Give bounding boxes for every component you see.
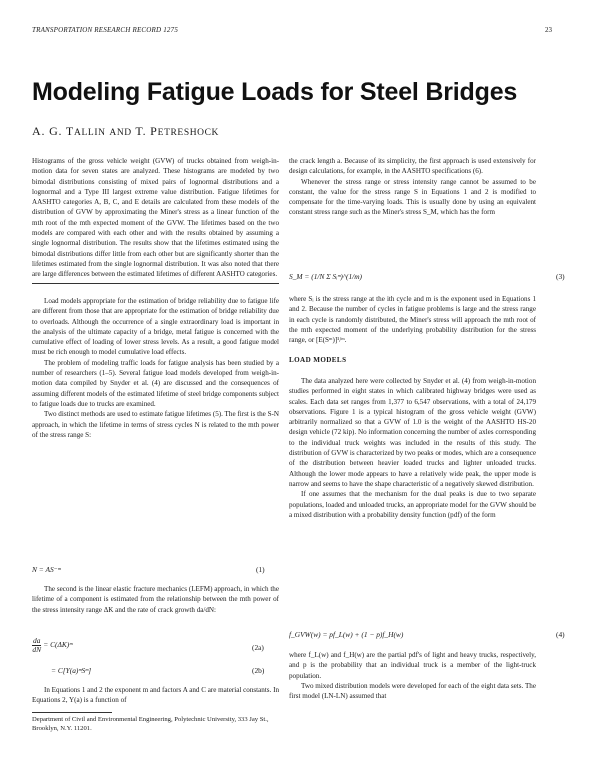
abstract [32, 156, 279, 280]
paragraph: Two mixed distribution models were developed for each of the eight data sets. The first model (LN-LN) assumed that [289, 681, 536, 701]
lefm-paragraph [32, 584, 279, 615]
paragraph: The problem of modeling traffic loads for fatigue analysis has been studied by a number of researchers (1–5). Several fatigue load models developed from weigh-in-motion data compiled by Snyder et al. (4) are discussed and the consequences of assuming different models of the estimated lifetime of steel bridge components subject to fatigue loads due to trucks are examined. [32, 358, 279, 408]
equation-1: N = AS⁻ᵐ [32, 565, 61, 574]
paragraph: Whenever the stress range or stress intensity range cannot be assumed to be constant, the value for the stress range S in Equations 1 and 2 is modified to compensate for the time-varying loads. This is usually done by using an equivalent constant stress range such as the Miner's stress S_M, which has the form [289, 177, 536, 217]
paragraph: Two distinct methods are used to estimate fatigue lifetimes (5). The first is the S-N approach, in which the lifetime in terms of stress cycles N is related to the mth power of the stress range S: [32, 410, 279, 439]
equation-2b: = C[Y(a)ᵐSᵐ] [51, 666, 92, 675]
paragraph: Load models appropriate for the estimation of bridge reliability due to fatigue life are different from those that are appropriate for the estimation of bridge reliability due to overloads. Although the occurrence of a single extraordinary load is important in the analysis of the ultimate capacity of a bridge, metal fatigue is concerned with the cumulative effect of loading of lower stress levels. As a result, a good fatigue model must be rich enough to model cumulative load effects. [32, 297, 279, 357]
abstract-divider [32, 283, 279, 284]
affiliation-footnote: Department of Civil and Environmental Engineering, Polytechnic University, 333 Jay St., Brooklyn, N.Y. 11201. [32, 716, 269, 732]
author-1-initials: A. G. T [32, 124, 75, 138]
paragraph: If one assumes that the mechanism for the dual peaks is due to two separate populations, loaded and unloaded trucks, an appropriate model for the GVW should be a mixed distribution with a probability density function (pdf) of the form [289, 490, 536, 519]
constants-paragraph [32, 685, 279, 706]
author-2-initials: T. P [135, 124, 158, 138]
authors [32, 124, 219, 139]
paragraph: The data analyzed here were collected by Snyder et al. (4) from weigh-in-motion studies performed in eight states in which calibrated highway bridges were used as scales. Each data set ranges from 1,377 to 6,547 observations, with a total of 24,179 observations. Figure 1 is a typical histogram of the gross vehicle weight (GVW) arbitrarily normalized so that a GVW of 1.0 is the weight of the AASHTO HS-20 design vehicle (72 kip). No information concerning the number of axles corresponding to the individual truck weights was included in the results of this study. The distribution of GVW is characterized by two peaks or modes, which are a consequence of the distribution between heavier loaded trucks and lighter unloaded trucks. Although the lower mode appears to have a relatively wide peak, the upper mode is narrow and seems to have the shape characteristic of a negatively skewed distribution. [289, 377, 536, 488]
author-conjunction: AND [109, 128, 132, 138]
miner-paragraph [289, 294, 536, 345]
paragraph: where f_L(w) and f_H(w) are the partial pdf's of light and heavy trucks, respectively, and p is the probability that an individual truck is a member of the light-truck population. [289, 651, 536, 680]
equation-3 [289, 272, 362, 281]
equation-2a-rhs: = C(ΔK)ᵐ [43, 640, 73, 650]
right-column-top [289, 156, 536, 218]
equation-4: f_GVW(w) = pf_L(w) + (1 − p)f_H(w) [289, 630, 404, 639]
equation-4-number: (4) [556, 630, 565, 639]
author-1-surname: ALLIN [74, 128, 106, 138]
abstract-text: Histograms of the gross vehicle weight (GVW) of trucks obtained from weigh-in-motion data for seven states are analyzed. These histograms are modeled by two bimodal distributions consisting of mixed pairs of lognormal distributions and a lognormal and a Type III largest extreme value distribution. Fatigue lifetimes for AASHTO categories A, B, C, and E details are calculated from these models of the distribution of GVW by approximating the Miner's stress as a linear function of the mth root of the mth expected moment of the GVW. The lifetimes based on the two models are compared with each other and with the results obtained by assuming a single lognormal distribution. The results show that the lifetimes estimated using the bimodal distributions differ little from each other but are significantly shorter than the lifetimes estimated from the single lognormal distribution. It was also noted that there are large differences between the estimated lifetimes of different AASHTO categories. [32, 157, 279, 279]
journal-header: TRANSPORTATION RESEARCH RECORD 1275 [32, 26, 179, 34]
paper-title: Modeling Fatigue Loads for Steel Bridges [32, 78, 518, 106]
paragraph: where Sᵢ is the stress range at the ith cycle and m is the exponent used in Equations 1 and 2. Because the number of cycles in fatigue problems is large and the stress range in each cycle is randomly distributed, the Miner's stress will approach the mth root of the mth expected moment of the underlying probability distribution for the stress range, or [E(Sᵐ)]¹/ᵐ. [289, 295, 536, 345]
equation-3-body: (1/N Σ Sᵢᵐ)^(1/m) [311, 272, 363, 281]
equation-2a-number: (2a) [252, 643, 264, 652]
intro-paragraphs [32, 296, 279, 440]
paragraph: The second is the linear elastic fracture mechanics (LEFM) approach, in which the lifetime of a component is estimated from the relationship between the mth power of the stress intensity range ΔK and the rate of crack growth da/dN: [32, 585, 279, 614]
equation-3-number: (3) [556, 272, 565, 281]
equation-3-lhs: S_M = [289, 272, 310, 281]
derivative-fraction: $\frac{da}{dN}$ [32, 636, 41, 654]
load-models-paragraphs [289, 376, 536, 520]
equation-2a [32, 637, 72, 654]
right-column-bottom [289, 650, 536, 701]
paragraph: the crack length a. Because of its simplicity, the first approach is used extensively for design calculations, for example, in the AASHTO specifications (6). [289, 157, 536, 176]
page-number: 23 [545, 26, 552, 34]
paragraph: In Equations 1 and 2 the exponent m and factors A and C are material constants. In Equations 2, Y(a) is a function of [32, 686, 280, 705]
section-heading-load-models: LOAD MODELS [289, 356, 347, 364]
equation-1-number: (1) [256, 565, 265, 574]
equation-2b-number: (2b) [252, 666, 265, 675]
author-2-surname: ETRESHOCK [157, 128, 220, 138]
footnote-divider [32, 712, 112, 713]
